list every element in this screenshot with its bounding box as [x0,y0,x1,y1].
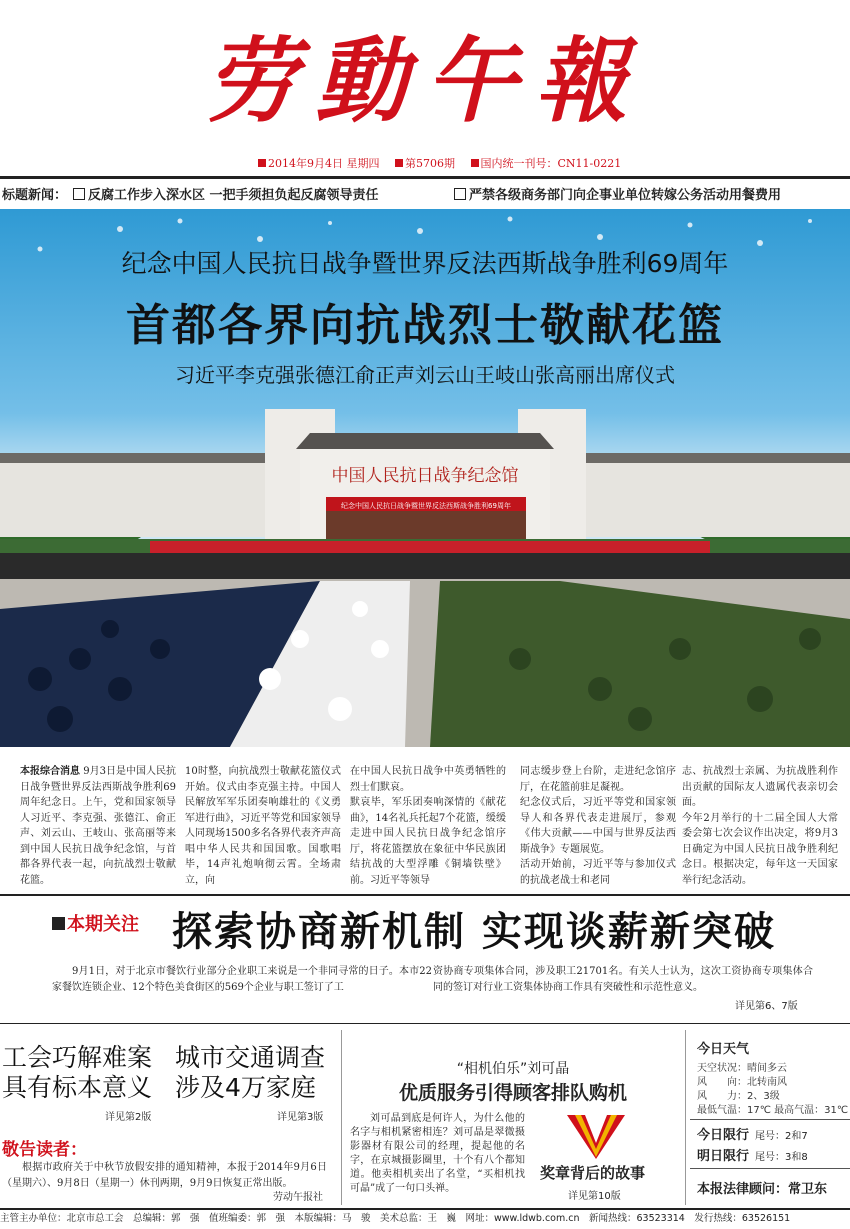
divider [685,1030,686,1205]
weather-line: 天空状况：晴间多云 [697,1063,787,1074]
hero-title[interactable]: 首都各界向抗战烈士敬献花篮 [126,300,724,351]
article-column: 志、抗战烈士亲属、为抗战胜利作出贡献的国际友人遗属代表亲切会面。 今年2月举行的十二届全国人大常委会第七次会议作出决定，将9月3日确定为中国人民抗日战争胜利纪念日。根据决定，每年这一天国家举行纪念活动。 [682,766,838,886]
weather-line: 风 向：北转南风 [697,1077,787,1088]
page-reference[interactable]: 详见第6、7版 [735,1001,798,1012]
notice-body: 根据市政府关于中秋节放假安排的通知精神，本报于2014年9月6日（星期六）、9月8日（星期一）休刊两期，9月9日恢复正常出版。 [2,1162,327,1189]
headline-link[interactable]: 严禁各级商务部门向企事业单位转嫁公务活动用餐费用 [454,184,781,203]
divider [0,1023,850,1024]
headline-link[interactable]: 反腐工作步入深水区 一把手须担负起反腐领导责任 [73,184,379,203]
page-reference[interactable]: 详见第10版 [568,1191,621,1202]
story-title[interactable]: 优质服务引得顾客排队购机 [398,1082,627,1104]
notice-heading: 敬告读者： [2,1140,87,1160]
headline-label: 标题新闻： [2,188,68,203]
hero-subtitle: 习近平李克强张德江俞正声刘云山王岐山张高丽出席仪式 [175,363,675,387]
issue-date: 2014年9月4日 星期四 [268,157,380,170]
divider [341,1030,342,1205]
divider [690,1168,850,1169]
badge-title[interactable]: 奖章背后的故事 [540,1164,646,1182]
hero-kicker: 纪念中国人民抗日战争暨世界反法西斯战争胜利69周年 [121,249,729,278]
article-column: 在中国人民抗日战争中英勇牺牲的烈士们默哀。 默哀毕，军乐团奏响深情的《献花曲》，14名礼兵托起7个花篮，缓缓走进中国人民抗日战争纪念馆序厅，将花篮摆放在象征中华民族团结抗战的大型浮雕《铜墙铁壁》前。习近平等领导 [350,766,506,886]
checkbox-icon [454,188,466,200]
building-sign: 中国人民抗日战争纪念馆 [331,466,519,486]
square-icon [52,917,65,930]
page-reference[interactable]: 详见第2版 [105,1112,152,1123]
footer-credits: 主管主办单位：北京市总工会 总编辑：郭 强 值班编委：郭 强 本版编辑：马 骏 美术总监：王 巍 网址：www.ldwb.com.cn 新闻热线：63523314 发行热线：63526151 [0,1208,850,1229]
article-lead: 本报综合消息 [20,766,81,777]
weather-line: 风 力：2、3级 [697,1091,780,1102]
article-column: 10时整，向抗战烈士敬献花篮仪式开始。仪式由李克强主持。中国人民解放军军乐团奏响雄壮的《义勇军进行曲》，习近平等党和国家领导人同现场1500多名各界代表齐声高唱中华人民共和国国歌。国歌唱毕，14声礼炮响彻云霄。全场肃立，向 [185,766,341,886]
teaser-headline[interactable]: 城市交通调查 涉及4万家庭 [175,1043,326,1102]
checkbox-icon [73,188,85,200]
article-column: 本报综合消息 9月3日是中国人民抗日战争暨世界反法西斯战争胜利69周年纪念日。上午，党和国家领导人习近平、李克强、张德江、俞正声、刘云山、王岐山、张高丽等来到中国人民抗日战争纪念馆，与首都各界代表一起，向抗战烈士敬献花篮。 [20,766,176,886]
traffic-limit-today: 今日限行 尾号：2和7 [697,1128,808,1143]
headline-strip [0,176,850,211]
issue-info [258,155,633,171]
story-kicker: “相机伯乐”刘可晶 [456,1061,570,1077]
focus-column: 资协商专项集体合同，涉及职工21701名。有关人士认为，这次工资协商专项集体合同的签订对行业工资集体协商工作具有突破性和示范性意义。 [433,966,813,993]
newspaper-masthead: 劳動午報 [204,27,645,135]
ceremony-banner: 纪念中国人民抗日战争暨世界反法西斯战争胜利69周年 [341,502,511,510]
traffic-limit-tomorrow: 明日限行 尾号：3和8 [697,1149,808,1164]
medal-logo-icon [565,1113,627,1161]
issue-serial: 国内统一刊号：CN11-0221 [480,157,622,170]
hero-photo [0,209,850,747]
focus-title[interactable]: 探索协商新机制 实现谈薪新突破 [172,909,776,955]
story-body: 刘可晶到底是何许人，为什么他的名字与相机紧密相连？刘可晶是翠微摄影器材有限公司的经理，提起他的名字，在京城摄影圈里，十个有八个都知道。他卖相机卖出了名堂，“买相机找可晶”成了一句口头禅。 [350,1113,525,1194]
weather-title: 今日天气 [697,1042,750,1057]
legal-advisor: 本报法律顾问：常卫东 [697,1182,828,1197]
article-column: 同志缓步登上台阶，走进纪念馆序厅，在花篮前驻足凝视。 纪念仪式后，习近平等党和国家领导人和各界代表走进展厅，参观《伟大贡献——中国与世界反法西斯战争》专题展览。 活动开始前，习近平等与参加仪式的抗战老战士和老同 [520,766,676,886]
divider [0,894,850,896]
focus-tag: 本期关注 [52,910,139,936]
weather-line: 最低气温：17℃ 最高气温：31℃ [697,1105,849,1116]
divider [690,1119,850,1120]
issue-number: 第5706期 [405,157,455,170]
teaser-headline[interactable]: 工会巧解难案 具有标本意义 [2,1043,153,1102]
notice-signature: 劳动午报社 [273,1192,323,1203]
page-reference[interactable]: 详见第3版 [277,1112,324,1123]
focus-column: 9月1日，对于北京市餐饮行业部分企业职工来说是一个非同寻常的日子。本市22家餐饮连锁企业、12个特色美食街区的569个企业与职工签订了工 [52,966,432,993]
